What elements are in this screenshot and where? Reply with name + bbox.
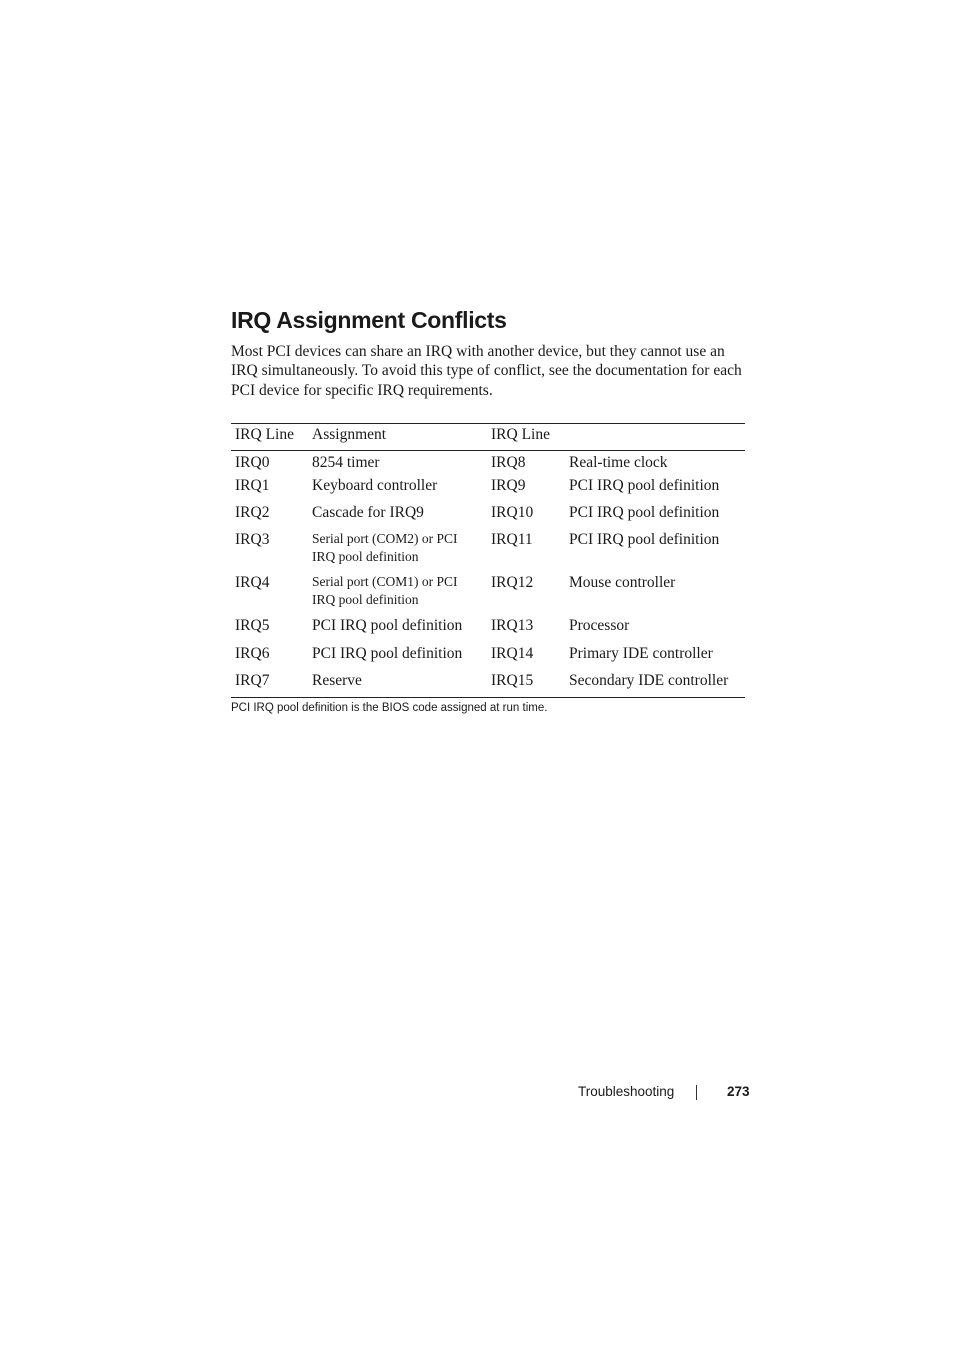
irq-line-cell: IRQ3	[235, 530, 270, 548]
header-irq-line: IRQ Line	[231, 424, 308, 451]
table-row	[231, 530, 745, 573]
irq-line-cell: IRQ13	[491, 616, 534, 634]
table-row	[231, 451, 745, 476]
assignment-cell: 8254 timer	[312, 454, 380, 471]
irq-assignment-table	[231, 423, 745, 698]
header-irq-line-2: IRQ Line	[487, 424, 565, 451]
assignment-cell: Serial port (COM1) or PCI IRQ pool definition	[312, 573, 458, 607]
table-footnote: PCI IRQ pool definition is the BIOS code assigned at run time.	[231, 702, 548, 714]
irq-line-cell: IRQ6	[235, 644, 270, 662]
assignment-cell: Keyboard controller	[312, 476, 438, 494]
assignment-cell: Mouse controller	[569, 573, 676, 591]
assignment-cell: Serial port (COM2) or PCI IRQ pool definition	[312, 530, 458, 564]
assignment-cell: Primary IDE controller	[569, 644, 713, 662]
assignment-cell: PCI IRQ pool definition	[312, 616, 463, 634]
intro-paragraph: Most PCI devices can share an IRQ with another device, but they cannot use an IRQ simultaneously. To avoid this type of conflict, see the documentation for each PCI device for specific IRQ requirements.	[231, 343, 742, 399]
header-assignment-2	[565, 424, 745, 451]
table-header-row	[231, 424, 745, 451]
section-title: IRQ Assignment Conflicts	[231, 307, 507, 333]
assignment-cell: PCI IRQ pool definition	[569, 476, 720, 494]
assignment-cell: Processor	[569, 616, 630, 634]
irq-line-cell: IRQ11	[491, 530, 533, 548]
page-footer	[578, 1084, 750, 1102]
table-row	[231, 476, 745, 503]
irq-line-cell: IRQ9	[491, 476, 526, 494]
header-assignment: Assignment	[308, 424, 487, 451]
footer-divider	[696, 1085, 697, 1100]
irq-line-cell: IRQ2	[235, 503, 270, 521]
assignment-cell: Real-time clock	[569, 454, 668, 471]
irq-line-cell: IRQ8	[491, 454, 526, 471]
irq-line-cell: IRQ0	[235, 454, 270, 471]
irq-line-cell: IRQ1	[235, 476, 270, 494]
table-row	[231, 503, 745, 530]
irq-line-cell: IRQ7	[231, 671, 308, 698]
assignment-cell: PCI IRQ pool definition	[312, 644, 463, 662]
irq-line-cell: IRQ12	[491, 573, 534, 591]
table-row	[231, 671, 745, 698]
table-row	[231, 616, 745, 644]
assignment-cell: Reserve	[308, 671, 487, 698]
irq-line-cell: IRQ14	[491, 644, 534, 662]
assignment-cell: Cascade for IRQ9	[312, 503, 424, 521]
irq-line-cell: IRQ5	[235, 616, 270, 634]
footer-section-name: Troubleshooting	[578, 1084, 675, 1099]
irq-line-cell: IRQ4	[235, 573, 270, 591]
irq-line-cell: IRQ10	[491, 503, 534, 521]
page-number: 273	[727, 1084, 750, 1099]
table-row	[231, 644, 745, 671]
irq-line-cell: IRQ15	[487, 671, 565, 698]
table-row	[231, 573, 745, 616]
assignment-cell: PCI IRQ pool definition	[569, 530, 720, 548]
assignment-cell: PCI IRQ pool definition	[569, 503, 720, 521]
assignment-cell: Secondary IDE controller	[565, 671, 745, 698]
